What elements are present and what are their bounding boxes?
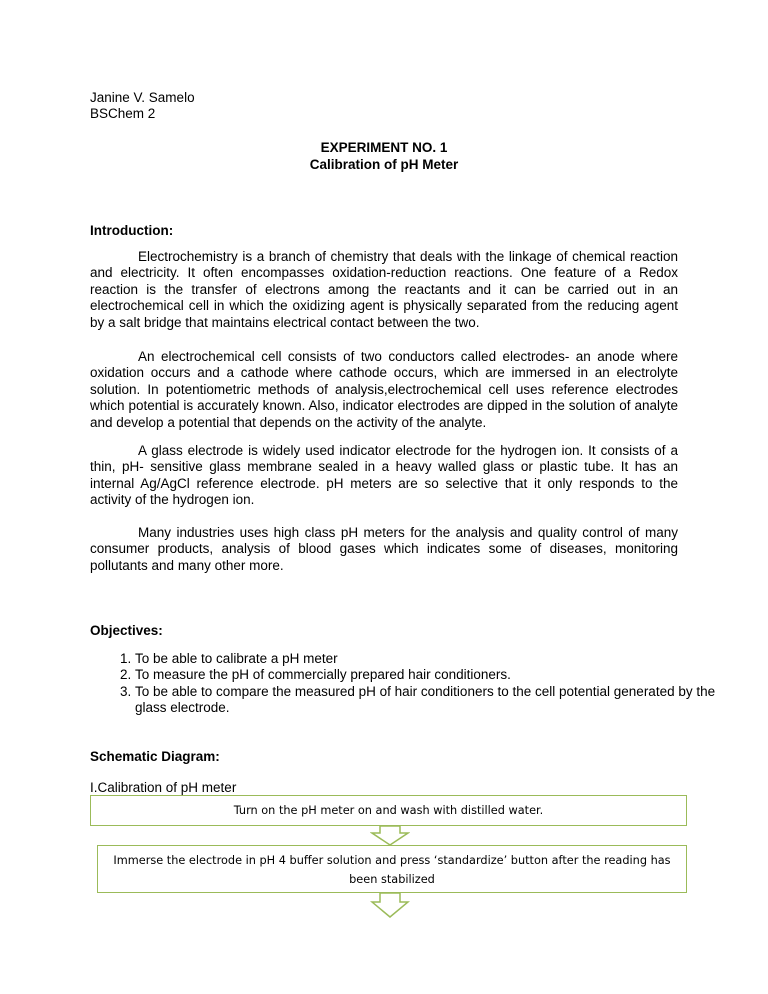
flow-step-2 bbox=[97, 845, 687, 893]
author-name: Janine V. Samelo bbox=[90, 90, 195, 105]
intro-paragraph-3: A glass electrode is widely used indicator electrode for the hydrogen ion. It consists of a thin, pH- sensitive glass membrane sealed in a heavy walled glass or plastic tube. It has an internal Ag/AgCl reference electrode. pH meters are so selective that it only responds to the activity of the hydrogen ion. bbox=[90, 443, 678, 508]
flow-step-1-text: Turn on the pH meter on and wash with distilled water. bbox=[233, 804, 544, 817]
flow-arrow-icon bbox=[370, 893, 410, 919]
flow-arrow-icon bbox=[370, 826, 410, 846]
experiment-title: EXPERIMENT NO. 1 bbox=[320, 140, 448, 155]
flow-step-1 bbox=[90, 795, 687, 826]
objectives-heading: Objectives: bbox=[90, 623, 163, 638]
objectives-list bbox=[90, 651, 725, 717]
schematic-heading: Schematic Diagram: bbox=[90, 749, 220, 764]
objective-item: 1. To be able to calibrate a pH meter bbox=[135, 651, 725, 667]
schematic-section-title: I.Calibration of pH meter bbox=[90, 780, 237, 795]
introduction-heading: Introduction: bbox=[90, 223, 174, 238]
intro-paragraph-1: Electrochemistry is a branch of chemistry that deals with the linkage of chemical reaction and electricity. It often encompasses oxidation-reduction reactions. One feature of a Redox reaction is the transfer of electrons among the reactants and it can be carried out in an electrochemical cell in which the oxidizing agent is physically separated from the reducing agent by a salt bridge that maintains electrical contact between the two. bbox=[90, 249, 678, 330]
objective-item: 2. To measure the pH of commercially prepared hair conditioners. bbox=[135, 667, 725, 683]
intro-paragraph-4: Many industries uses high class pH meters for the analysis and quality control of many consumer products, analysis of blood gases which indicates some of diseases, monitoring pollutants and many other more. bbox=[90, 525, 678, 573]
author-course: BSChem 2 bbox=[90, 106, 156, 121]
intro-paragraph-2: An electrochemical cell consists of two conductors called electrodes- an anode where oxidation occurs and a cathode where cathode occurs, which are immersed in an electrolyte solution. In potentiometric methods of analysis,electrochemical cell uses reference electrodes which potential is accurately known. Also, indicator electrodes are dipped in the solution of analyte and develop a potential that depends on the activity of the analyte. bbox=[90, 349, 678, 430]
objective-item: 3. To be able to compare the measured pH of hair conditioners to the cell potential generated by the glass electrode. bbox=[135, 684, 725, 717]
flow-step-2-text: Immerse the electrode in pH 4 buffer solution and press ‘standardize’ button after the reading has been stabilized bbox=[113, 854, 671, 886]
experiment-subtitle: Calibration of pH Meter bbox=[309, 157, 459, 172]
